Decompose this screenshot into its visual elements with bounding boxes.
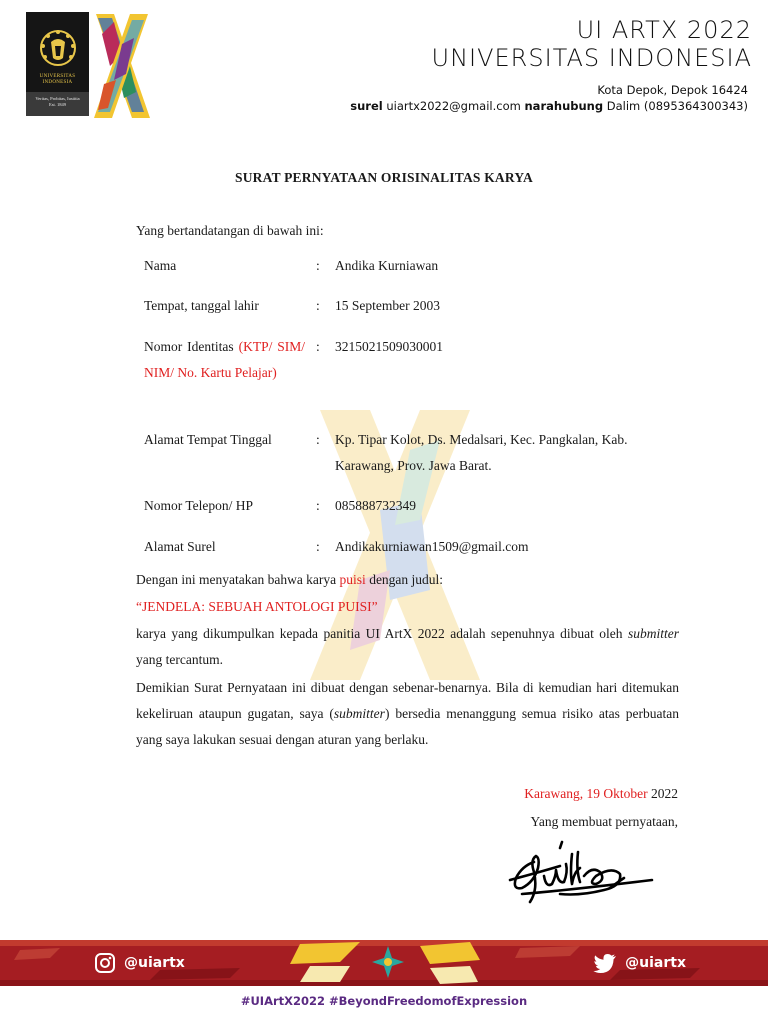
work-type: puisi <box>339 572 366 587</box>
paragraph-declaration: Demikian Surat Pernyataan ini dibuat dengan sebenar-benarnya. Bila di kemudian hari ditemukan kekeliruan ataupun gugatan, saya (submitter) bersedia menanggung semua risiko atas perbuatan yang saya lakukan sesuai dengan aturan yang berlaku. <box>136 680 680 747</box>
logo-motto: Veritas, Probitas, Iustitia Est. 1849 <box>35 96 80 107</box>
field-colon: : <box>316 539 320 554</box>
instagram-handle: @uiartx <box>124 955 185 971</box>
field-label-name: Nama <box>144 258 177 273</box>
header-title-line2: UNIVERSITAS INDONESIA <box>431 44 752 72</box>
email-label: surel <box>350 99 383 113</box>
field-value-identity: 3215021509030001 <box>335 339 443 354</box>
instagram-icon <box>94 952 116 974</box>
twitter-link[interactable] <box>593 952 686 974</box>
field-value-email: Andikakurniawan1509@gmail.com <box>335 539 529 554</box>
signature-image <box>500 832 660 918</box>
statement-line: Dengan ini menyatakan bahwa karya puisi dengan judul: <box>136 572 444 587</box>
field-value-phone: 085888732349 <box>335 498 416 513</box>
field-label-identity-note: (KTP/ SIM/ NIM/ No. Kartu Pelajar) <box>144 339 306 380</box>
ui-artx-emblem-icon <box>368 944 408 980</box>
hashtags: #UIArtX2022 #BeyondFreedomofExpression <box>240 994 528 1008</box>
instagram-link[interactable] <box>94 952 185 974</box>
field-colon: : <box>316 498 320 513</box>
field-colon: : <box>316 298 320 313</box>
header-address: Kota Depok, Depok 16424 <box>597 83 748 97</box>
email-value: uiartx2022@gmail.com <box>386 99 521 113</box>
maker-label: Yang membuat pernyataan, <box>530 814 678 829</box>
artx-x-logo-icon <box>92 14 152 118</box>
field-colon: : <box>316 258 320 273</box>
field-colon: : <box>316 432 320 447</box>
university-logo <box>26 12 89 116</box>
contact-value: Dalim (0895364300343) <box>606 99 748 113</box>
header-title <box>432 16 753 72</box>
field-label-phone: Nomor Telepon/ HP <box>144 498 254 513</box>
twitter-handle: @uiartx <box>625 955 686 971</box>
place-date: Karawang, 19 Oktober 2022 <box>524 786 678 801</box>
twitter-bird-icon <box>593 953 617 973</box>
header-contact <box>350 99 748 113</box>
document-title: SURAT PERNYATAAN ORISINALITAS KARYA <box>235 170 533 185</box>
contact-label: narahubung <box>524 99 604 113</box>
logo-university-name: UNIVERSITAS INDONESIA <box>39 74 76 85</box>
field-value-address: Kp. Tipar Kolot, Ds. Medalsari, Kec. Pangkalan, Kab. Karawang, Prov. Jawa Barat. <box>335 432 628 473</box>
field-colon: : <box>316 339 320 354</box>
work-title: “JENDELA: SEBUAH ANTOLOGI PUISI” <box>136 599 378 614</box>
field-value-birth: 15 September 2003 <box>335 298 440 313</box>
field-label-birth: Tempat, tanggal lahir <box>144 298 259 313</box>
intro-text: Yang bertandatangan di bawah ini: <box>136 223 324 238</box>
field-value-name: Andika Kurniawan <box>335 258 439 273</box>
header-title-line1: UI ARTX 2022 <box>576 16 752 44</box>
paragraph-originality: karya yang dikumpulkan kepada panitia UI ArtX 2022 adalah sepenuhnya dibuat oleh submitter yang tercantum. <box>136 626 679 667</box>
makara-crest-icon <box>38 26 78 72</box>
field-label-email: Alamat Surel <box>144 539 216 554</box>
field-label-address: Alamat Tempat Tinggal <box>144 432 272 447</box>
field-label-identity: Nomor Identitas (KTP/ SIM/ NIM/ No. Kartu Pelajar) <box>144 339 306 380</box>
